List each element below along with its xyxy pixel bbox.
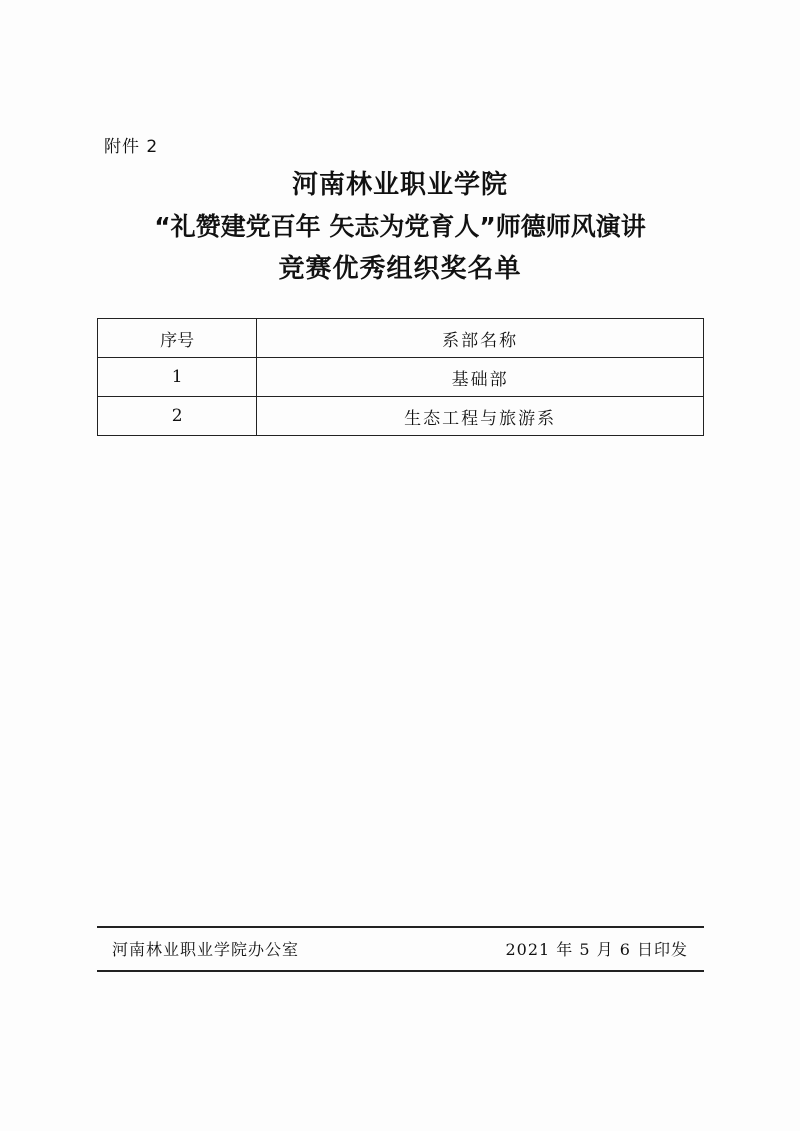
column-header-seq: 序号 — [98, 319, 257, 358]
title-line-2: “礼赞建党百年 矢志为党育人”师德师风演讲 — [154, 212, 646, 241]
award-table — [97, 318, 704, 436]
table-row — [98, 358, 704, 397]
column-header-department: 系部名称 — [257, 319, 704, 358]
footer-divider-top — [97, 926, 704, 928]
title-line-1: 河南林业职业学院 — [291, 170, 508, 200]
footer-date: 2021 年 5 月 6 日印发 — [505, 940, 688, 959]
cell-seq: 2 — [98, 397, 257, 436]
attachment-label: 附件 2 — [104, 137, 159, 157]
table-header-row — [98, 319, 704, 358]
cell-seq: 1 — [98, 358, 257, 397]
footer-divider-bottom — [97, 970, 704, 972]
cell-department: 基础部 — [257, 358, 704, 397]
footer-issuer: 河南林业职业学院办公室 — [112, 940, 300, 959]
document-title — [0, 164, 800, 290]
title-line-3: 竞赛优秀组织奖名单 — [278, 254, 522, 284]
cell-department: 生态工程与旅游系 — [257, 397, 704, 436]
table-row — [98, 397, 704, 436]
